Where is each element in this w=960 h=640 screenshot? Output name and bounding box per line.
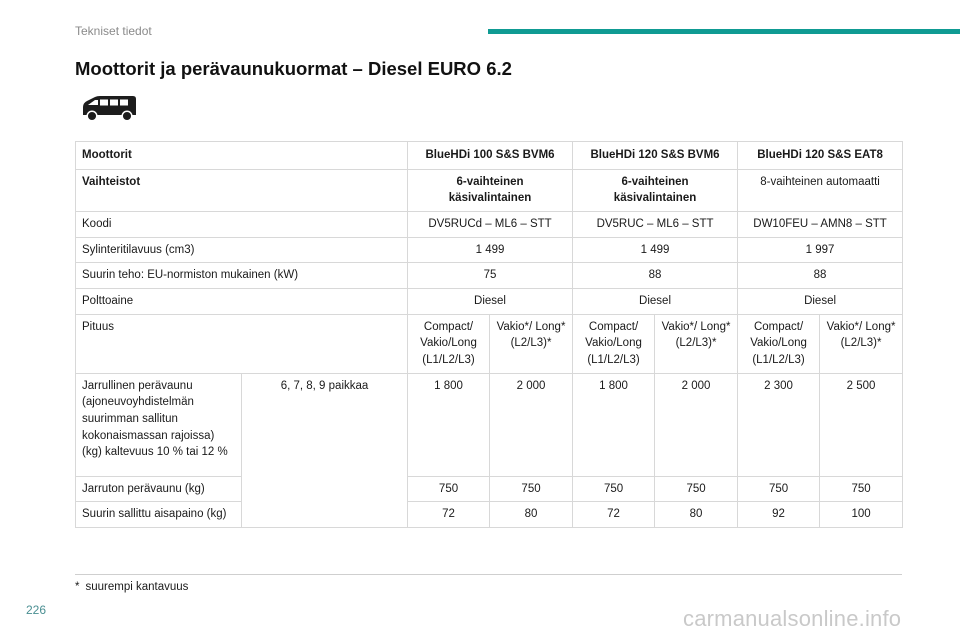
table-cell: 80 xyxy=(655,502,738,528)
footnote xyxy=(75,581,188,593)
table-cell: Compact/ Vakio/Long (L1/L2/L3) xyxy=(738,314,820,373)
column-header: BlueHDi 120 S&S BVM6 xyxy=(573,142,738,170)
table-cell: 1 499 xyxy=(573,237,738,263)
row-label: Vaihteistot xyxy=(76,169,408,211)
table-cell: 1 800 xyxy=(573,373,655,476)
row-label: Pituus xyxy=(76,314,408,373)
column-header: BlueHDi 100 S&S BVM6 xyxy=(408,142,573,170)
table-row xyxy=(76,237,903,263)
table-cell: 88 xyxy=(573,263,738,289)
watermark: carmanualsonline.info xyxy=(683,606,902,631)
table-cell: 2 500 xyxy=(820,373,903,476)
van-icon xyxy=(80,94,138,122)
table-cell: 750 xyxy=(490,476,573,502)
table-cell: 72 xyxy=(573,502,655,528)
table-cell: 1 800 xyxy=(408,373,490,476)
table-cell: 6-vaihteinen käsivalintainen xyxy=(408,169,573,211)
table-row xyxy=(76,314,903,373)
table-cell: Vakio*/ Long* (L2/L3)* xyxy=(490,314,573,373)
table-cell: Compact/ Vakio/Long (L1/L2/L3) xyxy=(408,314,490,373)
table-cell: 750 xyxy=(408,476,490,502)
table-cell: 1 997 xyxy=(738,237,903,263)
table-cell: Vakio*/ Long* (L2/L3)* xyxy=(820,314,903,373)
table-cell: Vakio*/ Long* (L2/L3)* xyxy=(655,314,738,373)
page-title: Moottorit ja perävaunukuormat – Diesel EURO 6.2 xyxy=(75,58,512,79)
table-cell: 1 499 xyxy=(408,237,573,263)
footnote-divider xyxy=(75,574,902,575)
page-number: 226 xyxy=(26,603,47,617)
header-accent-bar xyxy=(488,29,960,34)
column-header: Moottorit xyxy=(76,142,408,170)
row-label: Polttoaine xyxy=(76,289,408,315)
table-row xyxy=(76,476,903,502)
table-cell: 100 xyxy=(820,502,903,528)
seats-cell: 6, 7, 8, 9 paikkaa xyxy=(242,373,408,527)
table-row xyxy=(76,169,903,211)
row-label: Jarruton perävaunu (kg) xyxy=(76,476,242,502)
table-cell: 750 xyxy=(655,476,738,502)
table-cell: Diesel xyxy=(408,289,573,315)
table-cell: 92 xyxy=(738,502,820,528)
table-cell: 2 000 xyxy=(655,373,738,476)
table-cell: 72 xyxy=(408,502,490,528)
table-cell: DV5RUC – ML6 – STT xyxy=(573,212,738,238)
table-cell: DW10FEU – AMN8 – STT xyxy=(738,212,903,238)
table-cell: 750 xyxy=(573,476,655,502)
table-cell: Compact/ Vakio/Long (L1/L2/L3) xyxy=(573,314,655,373)
footnote-mark: * xyxy=(75,581,80,593)
table-row xyxy=(76,502,903,528)
table-cell: 6-vaihteinen käsivalintainen xyxy=(573,169,738,211)
row-label: Suurin sallittu aisapaino (kg) xyxy=(76,502,242,528)
table-cell: 2 000 xyxy=(490,373,573,476)
engine-specs-table xyxy=(75,141,903,528)
table-cell: 88 xyxy=(738,263,903,289)
table-cell: 8-vaihteinen automaatti xyxy=(738,169,903,211)
table-header-row xyxy=(76,142,903,170)
table-cell: Diesel xyxy=(573,289,738,315)
row-label: Koodi xyxy=(76,212,408,238)
running-header: Tekniset tiedot xyxy=(75,24,152,38)
table-cell: 750 xyxy=(820,476,903,502)
table-row xyxy=(76,289,903,315)
table-cell: 80 xyxy=(490,502,573,528)
table-cell: DV5RUCd – ML6 – STT xyxy=(408,212,573,238)
table-cell: 2 300 xyxy=(738,373,820,476)
row-label: Jarrullinen perävaunu (ajoneuvoyhdistelmän suurimman sallitun kokonaismassan rajoissa) (kg) kaltevuus 10 % tai 12 % xyxy=(76,373,242,476)
row-label: Suurin teho: EU-normiston mukainen (kW) xyxy=(76,263,408,289)
table-row xyxy=(76,373,903,476)
footnote-text: suurempi kantavuus xyxy=(85,581,189,593)
table-cell: Diesel xyxy=(738,289,903,315)
column-header: BlueHDi 120 S&S EAT8 xyxy=(738,142,903,170)
table-cell: 750 xyxy=(738,476,820,502)
table-row xyxy=(76,263,903,289)
table-row xyxy=(76,212,903,238)
row-label: Sylinteritilavuus (cm3) xyxy=(76,237,408,263)
table-cell: 75 xyxy=(408,263,573,289)
